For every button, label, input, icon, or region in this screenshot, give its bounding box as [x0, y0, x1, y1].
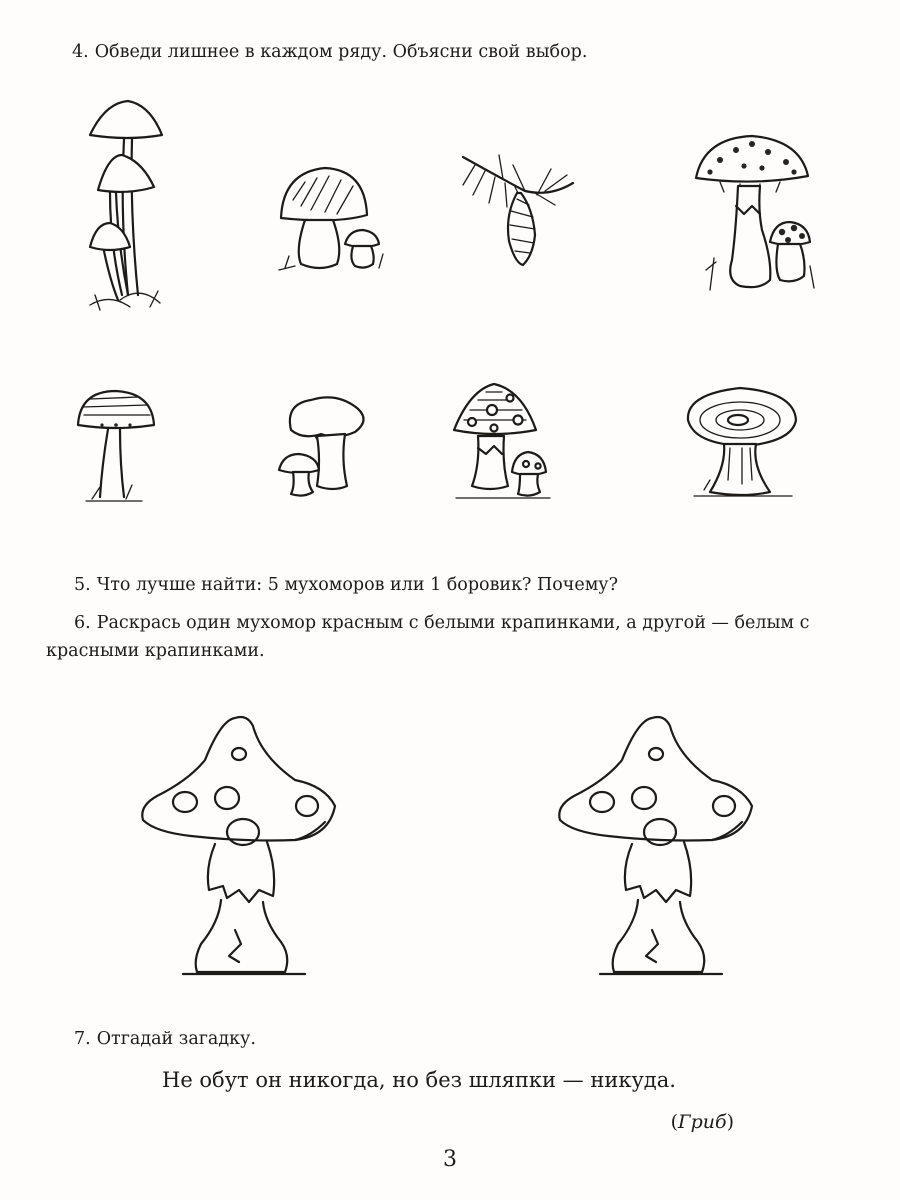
fly-agaric-small-drawing[interactable]	[450, 380, 555, 505]
task-6-number: 6.	[74, 613, 91, 633]
task-7	[0, 1025, 900, 1053]
task-7-text: Отгадай загадку.	[96, 1029, 256, 1049]
riddle-answer-open: (	[670, 1111, 678, 1133]
task-6-text: Раскрась один мухомор красным с белыми крапинками, а другой — белым с красными крапинками.	[46, 613, 810, 661]
riddle-answer	[671, 1108, 734, 1136]
task-4-number: 4.	[72, 42, 89, 62]
coloring-fly-agaric-right[interactable]	[552, 710, 767, 985]
boletus-drawing[interactable]	[72, 385, 162, 505]
riddle-answer-close: )	[726, 1111, 734, 1133]
task-6	[0, 609, 900, 665]
chanterelle-drawing[interactable]	[275, 390, 375, 500]
task-7-number: 7.	[74, 1029, 91, 1049]
task-4-text: Обведи лишнее в каждом ряду. Объясни свой выбор.	[94, 42, 588, 62]
porcini-drawing[interactable]	[275, 160, 390, 275]
task-4	[0, 38, 900, 66]
task-5-number: 5.	[74, 575, 91, 595]
task-5-text: Что лучше найти: 5 мухоморов или 1 боровик? Почему?	[96, 575, 618, 595]
fly-agaric-drawing[interactable]	[690, 130, 820, 295]
riddle-text: Не обут он никогда, но без шляпки — никуда.	[162, 1068, 676, 1092]
page-number: 3	[443, 1147, 457, 1172]
pine-cone-drawing[interactable]	[455, 145, 580, 270]
coloring-fly-agaric-left[interactable]	[135, 710, 350, 985]
riddle-answer-word: Гриб	[678, 1111, 727, 1133]
milk-cap-drawing[interactable]	[680, 380, 805, 505]
task-5	[0, 571, 900, 599]
honey-fungus-drawing[interactable]	[80, 95, 180, 315]
